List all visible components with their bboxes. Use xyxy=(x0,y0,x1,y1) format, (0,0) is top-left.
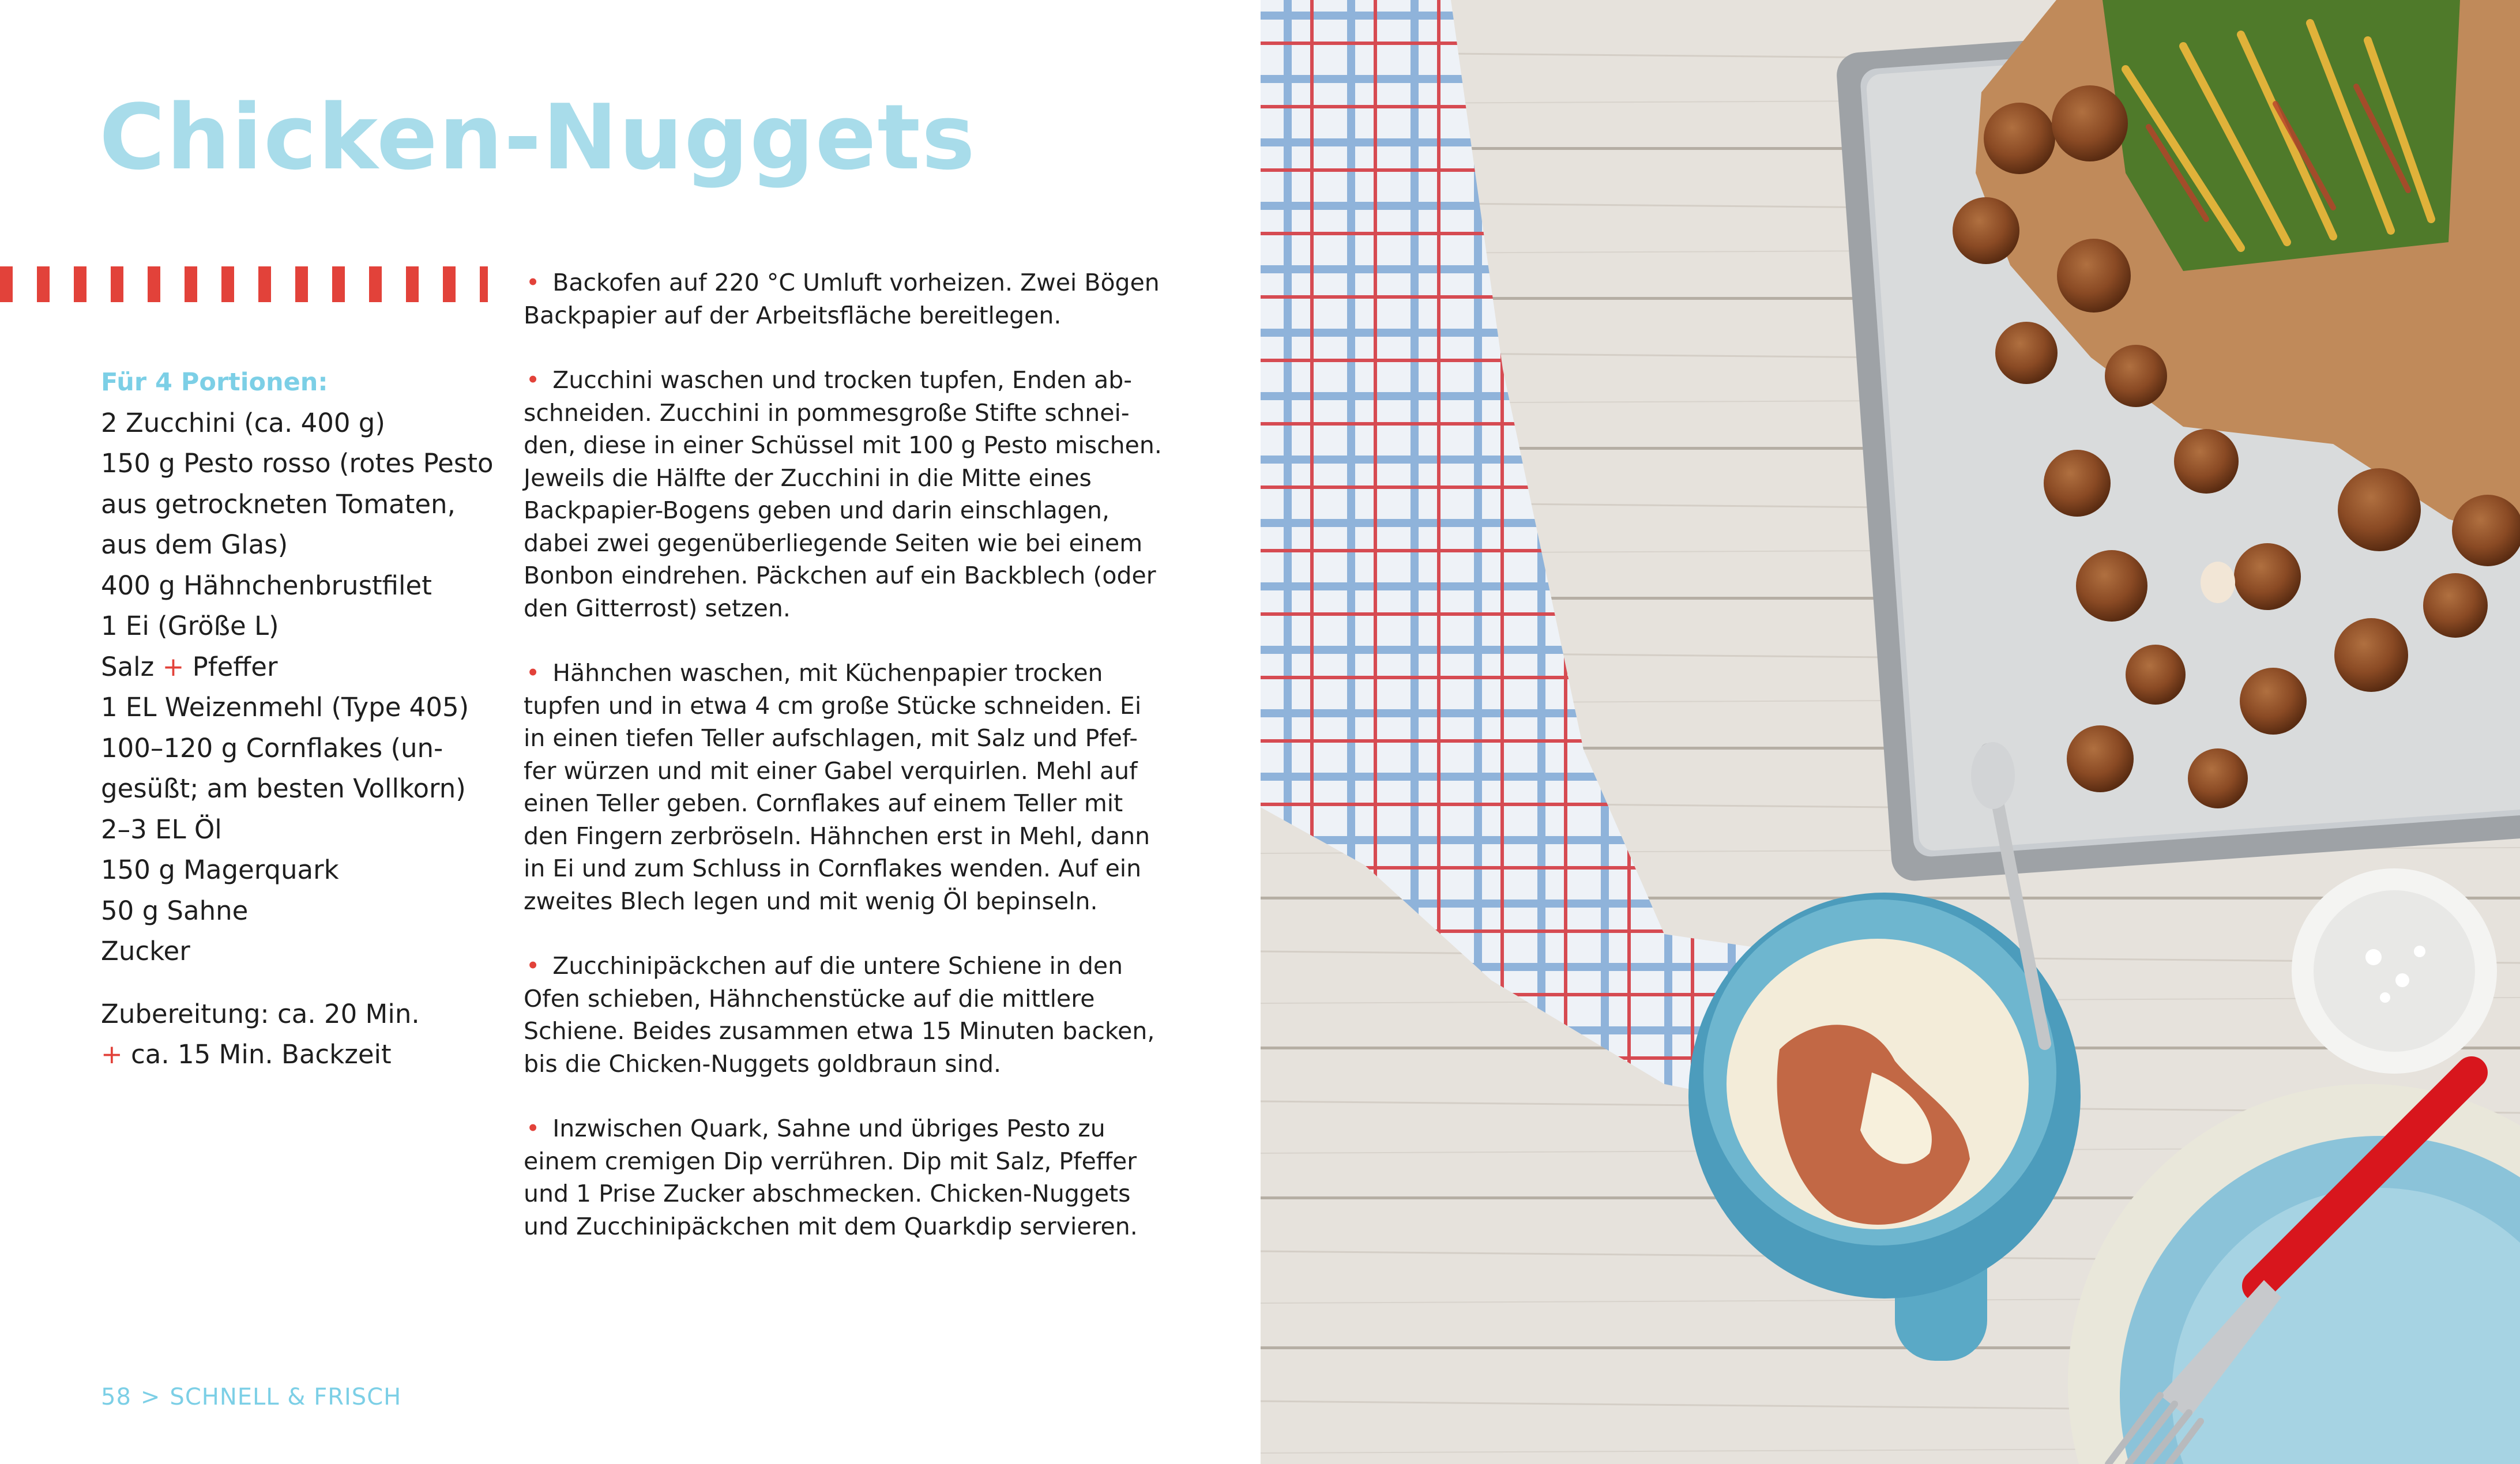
chevron-right-icon: > xyxy=(140,1384,161,1410)
ingredient-line: 100–120 g Cornflakes (un- xyxy=(101,732,443,763)
step-line xyxy=(524,1112,1158,1145)
ingredient-line: 50 g Sahne xyxy=(101,895,249,926)
ingredient-salt-pepper xyxy=(101,647,493,688)
step-line: bis die Chicken-Nuggets goldbraun sind. xyxy=(524,1049,1002,1078)
step-line: Backpapier-Bogens geben und darin einschlagen, xyxy=(524,496,1109,524)
step-line: tupfen und in etwa 4 cm große Stücke schneiden. Ei xyxy=(524,691,1142,720)
step-line: einen Teller geben. Cornflakes auf einem Teller mit xyxy=(524,789,1123,817)
instructions xyxy=(524,266,1162,1275)
step-line xyxy=(524,657,1158,690)
ingredient-line: 1 EL Weizenmehl (Type 405) xyxy=(101,692,469,722)
food-photo xyxy=(1261,0,2520,1464)
section-name: SCHNELL & FRISCH xyxy=(170,1384,402,1410)
step-line: in einen tiefen Teller aufschlagen, mit Salz und Pfef- xyxy=(524,724,1138,752)
step-line xyxy=(524,364,1158,397)
step-line: fer würzen und mit einer Gabel verquirlen. Mehl auf xyxy=(524,757,1138,785)
plus-sign: + xyxy=(101,1039,123,1070)
ingredient-line: 1 Ei (Größe L) xyxy=(101,611,279,641)
instruction-step xyxy=(524,1112,1158,1243)
instruction-step xyxy=(524,266,1158,332)
bake-time-text: ca. 15 Min. Backzeit xyxy=(131,1039,392,1070)
ingredient-line: 2 Zucchini (ca. 400 g) xyxy=(101,407,385,438)
ingredient-line: 150 g Pesto rosso (rotes Pesto xyxy=(101,448,494,479)
step-line: und 1 Prise Zucker abschmecken. Chicken-Nuggets xyxy=(524,1180,1131,1207)
time-info xyxy=(101,994,493,1075)
bullet-icon: • xyxy=(526,366,540,394)
step-line: und Zucchinipäckchen mit dem Quarkdip servieren. xyxy=(524,1212,1138,1240)
step-line: schneiden. Zucchini in pommesgroße Stifte schnei- xyxy=(524,398,1130,427)
step-line: in Ei und zum Schluss in Cornflakes wenden. Auf ein xyxy=(524,855,1142,882)
page-footer xyxy=(101,1384,401,1410)
decorative-stripe xyxy=(0,266,488,302)
ingredient-line: aus getrockneten Tomaten, xyxy=(101,488,456,520)
step-text: Hähnchen waschen, mit Küchenpapier trocken xyxy=(552,659,1103,687)
step-text: Inzwischen Quark, Sahne und übriges Pesto zu xyxy=(552,1115,1105,1142)
step-line: Jeweils die Hälfte der Zucchini in die Mitte eines xyxy=(524,464,1092,492)
instruction-step xyxy=(524,364,1162,624)
ingredient-line: 400 g Hähnchenbrustfilet xyxy=(101,570,432,601)
ingredient-line: Zucker xyxy=(101,936,190,966)
recipe-title: Chicken-Nuggets xyxy=(99,85,976,190)
ingredient-line: 150 g Magerquark xyxy=(101,855,339,885)
step-text: Zucchinipäckchen auf die untere Schiene in den xyxy=(552,952,1123,980)
ingredient-line: 2–3 EL Öl xyxy=(101,814,222,845)
step-line: den, diese in einer Schüssel mit 100 g Pesto mischen. xyxy=(524,431,1162,459)
step-line: Backpapier auf der Arbeitsfläche bereitlegen. xyxy=(524,301,1062,329)
step-line: Schiene. Beides zusammen etwa 15 Minuten backen, xyxy=(524,1017,1155,1045)
bullet-icon: • xyxy=(526,952,540,980)
step-line xyxy=(524,266,1158,299)
servings-heading: Für 4 Portionen: xyxy=(101,368,328,397)
ingredient-line: aus dem Glas) xyxy=(101,529,288,560)
step-line: Ofen schieben, Hähnchenstücke auf die mittlere xyxy=(524,984,1095,1013)
step-line xyxy=(524,950,1158,983)
ingredient-line: gesüßt; am besten Vollkorn) xyxy=(101,773,466,804)
step-line: einem cremigen Dip verrühren. Dip mit Salz, Pfeffer xyxy=(524,1147,1137,1175)
salt-label: Salz xyxy=(101,651,155,682)
instruction-step xyxy=(524,950,1158,1080)
instruction-step xyxy=(524,657,1158,917)
step-text: Backofen auf 220 °C Umluft vorheizen. Zwei Bögen xyxy=(552,269,1160,296)
ingredients-list xyxy=(101,362,493,1075)
bullet-icon: • xyxy=(526,659,540,687)
page-number: 58 xyxy=(101,1384,131,1410)
step-text: Zucchini waschen und trocken tupfen, Enden ab- xyxy=(552,366,1133,394)
prep-time: Zubereitung: ca. 20 Min. xyxy=(101,998,420,1029)
bullet-icon: • xyxy=(526,269,540,296)
pepper-label: Pfeffer xyxy=(192,651,278,682)
step-line: zweites Blech legen und mit wenig Öl bepinseln. xyxy=(524,887,1098,915)
step-line: dabei zwei gegenüberliegende Seiten wie bei einem xyxy=(524,529,1143,557)
step-line: Bonbon eindrehen. Päckchen auf ein Backblech (oder xyxy=(524,562,1156,589)
bullet-icon: • xyxy=(526,1115,540,1142)
step-line: den Fingern zerbröseln. Hähnchen erst in Mehl, dann xyxy=(524,822,1150,850)
step-line: den Gitterrost) setzen. xyxy=(524,594,791,622)
plus-sign: + xyxy=(162,651,185,682)
bake-time xyxy=(101,1034,493,1075)
